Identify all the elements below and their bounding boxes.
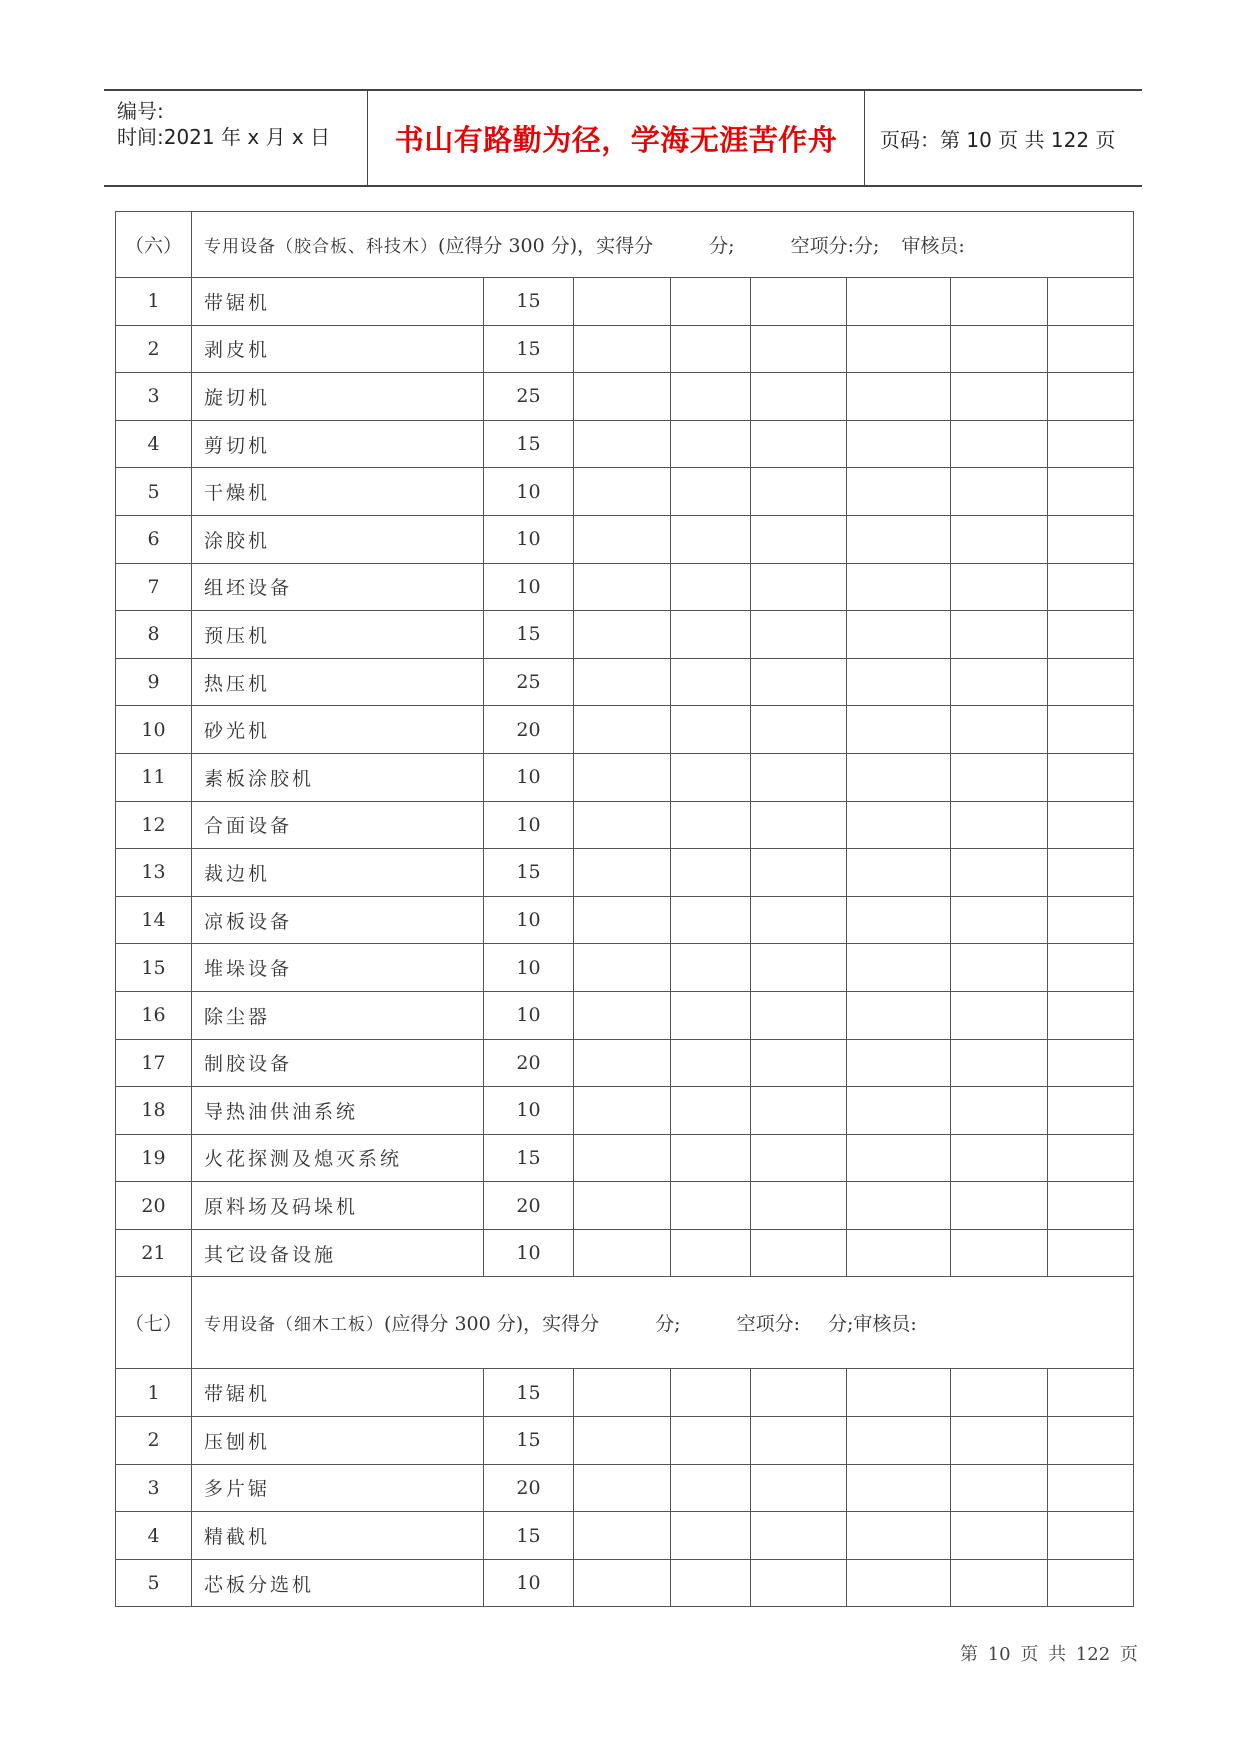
empty-score-cell xyxy=(671,1229,751,1277)
empty-score-cell xyxy=(671,1134,751,1182)
empty-score-cell xyxy=(1048,468,1134,516)
empty-score-cell xyxy=(671,515,751,563)
item-name: 剪切机 xyxy=(192,420,484,468)
empty-score-cell xyxy=(671,563,751,611)
empty-score-cell xyxy=(671,468,751,516)
empty-score-cell xyxy=(671,1464,751,1512)
empty-score-cell xyxy=(751,896,847,944)
table-row xyxy=(116,420,1134,468)
empty-score-cell xyxy=(1048,1464,1134,1512)
item-name: 压刨机 xyxy=(192,1417,484,1465)
item-number: 18 xyxy=(116,1087,192,1135)
empty-score-cell xyxy=(671,896,751,944)
section-empty-fen: 分; xyxy=(827,1313,854,1336)
empty-score-cell xyxy=(574,1512,671,1560)
empty-score-cell xyxy=(847,611,951,659)
item-name: 堆垛设备 xyxy=(192,944,484,992)
empty-score-cell xyxy=(751,611,847,659)
section-header-row xyxy=(116,1277,1134,1369)
empty-score-cell xyxy=(951,944,1048,992)
empty-score-cell xyxy=(1048,753,1134,801)
empty-score-cell xyxy=(951,753,1048,801)
item-points: 10 xyxy=(484,1087,574,1135)
empty-score-cell xyxy=(574,1087,671,1135)
empty-score-cell xyxy=(951,1182,1048,1230)
empty-score-cell xyxy=(751,801,847,849)
empty-score-cell xyxy=(847,1369,951,1417)
empty-score-cell xyxy=(751,849,847,897)
table-row xyxy=(116,515,1134,563)
empty-score-cell xyxy=(951,991,1048,1039)
item-number: 17 xyxy=(116,1039,192,1087)
item-name: 芯板分选机 xyxy=(192,1559,484,1607)
table-row xyxy=(116,1087,1134,1135)
empty-score-cell xyxy=(751,1512,847,1560)
table-row xyxy=(116,849,1134,897)
item-points: 15 xyxy=(484,1512,574,1560)
item-number: 6 xyxy=(116,515,192,563)
item-points: 15 xyxy=(484,420,574,468)
table-row xyxy=(116,1134,1134,1182)
empty-score-cell xyxy=(951,1559,1048,1607)
table-row xyxy=(116,1512,1134,1560)
empty-score-cell xyxy=(751,1369,847,1417)
section-title: 专用设备（细木工板） xyxy=(204,1315,384,1336)
empty-score-cell xyxy=(1048,658,1134,706)
empty-score-cell xyxy=(847,468,951,516)
item-points: 20 xyxy=(484,1039,574,1087)
empty-score-cell xyxy=(951,849,1048,897)
header-motto-cell xyxy=(368,91,865,185)
item-name: 旋切机 xyxy=(192,373,484,421)
table-row xyxy=(116,706,1134,754)
empty-score-cell xyxy=(1048,991,1134,1039)
empty-score-cell xyxy=(1048,325,1134,373)
empty-score-cell xyxy=(1048,1512,1134,1560)
item-points: 15 xyxy=(484,1134,574,1182)
empty-score-cell xyxy=(574,944,671,992)
item-name: 精截机 xyxy=(192,1512,484,1560)
empty-score-cell xyxy=(671,373,751,421)
item-name: 预压机 xyxy=(192,611,484,659)
item-points: 10 xyxy=(484,896,574,944)
empty-score-cell xyxy=(1048,849,1134,897)
item-number: 19 xyxy=(116,1134,192,1182)
empty-score-cell xyxy=(951,1369,1048,1417)
empty-score-cell xyxy=(574,420,671,468)
empty-score-cell xyxy=(951,706,1048,754)
item-number: 13 xyxy=(116,849,192,897)
item-points: 10 xyxy=(484,515,574,563)
empty-score-cell xyxy=(951,896,1048,944)
empty-score-cell xyxy=(847,1417,951,1465)
empty-score-cell xyxy=(574,991,671,1039)
item-name: 剥皮机 xyxy=(192,325,484,373)
empty-score-cell xyxy=(574,278,671,326)
table-row xyxy=(116,278,1134,326)
item-number: 9 xyxy=(116,658,192,706)
item-points: 25 xyxy=(484,373,574,421)
item-points: 15 xyxy=(484,611,574,659)
item-number: 14 xyxy=(116,896,192,944)
table-row xyxy=(116,1559,1134,1607)
item-points: 20 xyxy=(484,1182,574,1230)
section-number: （六） xyxy=(116,212,192,278)
section-fen: 分; xyxy=(655,1313,681,1336)
empty-score-cell xyxy=(751,1182,847,1230)
item-points: 10 xyxy=(484,468,574,516)
item-points: 10 xyxy=(484,991,574,1039)
empty-score-cell xyxy=(847,325,951,373)
table-row xyxy=(116,991,1134,1039)
empty-score-cell xyxy=(671,753,751,801)
empty-score-cell xyxy=(671,325,751,373)
item-name: 火花探测及熄灭系统 xyxy=(192,1134,484,1182)
item-name: 素板涂胶机 xyxy=(192,753,484,801)
empty-score-cell xyxy=(847,1559,951,1607)
item-points: 15 xyxy=(484,1417,574,1465)
item-name: 干燥机 xyxy=(192,468,484,516)
empty-score-cell xyxy=(671,1559,751,1607)
empty-score-cell xyxy=(671,1039,751,1087)
item-number: 4 xyxy=(116,420,192,468)
empty-score-cell xyxy=(751,944,847,992)
empty-score-cell xyxy=(751,325,847,373)
empty-score-cell xyxy=(574,325,671,373)
item-points: 10 xyxy=(484,1559,574,1607)
empty-score-cell xyxy=(751,1087,847,1135)
empty-score-cell xyxy=(847,706,951,754)
section-empty-label: 空项分: xyxy=(790,235,854,257)
item-name: 凉板设备 xyxy=(192,896,484,944)
item-name: 多片锯 xyxy=(192,1464,484,1512)
equipment-score-table xyxy=(115,211,1134,1607)
table-row xyxy=(116,373,1134,421)
empty-score-cell xyxy=(574,1039,671,1087)
table-body xyxy=(116,212,1134,1607)
empty-score-cell xyxy=(1048,896,1134,944)
empty-score-cell xyxy=(751,1134,847,1182)
item-points: 10 xyxy=(484,801,574,849)
empty-score-cell xyxy=(951,515,1048,563)
item-points: 15 xyxy=(484,849,574,897)
item-number: 8 xyxy=(116,611,192,659)
empty-score-cell xyxy=(751,1464,847,1512)
table-row xyxy=(116,658,1134,706)
empty-score-cell xyxy=(847,658,951,706)
empty-score-cell xyxy=(1048,1417,1134,1465)
empty-score-cell xyxy=(671,1369,751,1417)
empty-score-cell xyxy=(951,468,1048,516)
empty-score-cell xyxy=(751,278,847,326)
empty-score-cell xyxy=(751,753,847,801)
item-points: 15 xyxy=(484,278,574,326)
empty-score-cell xyxy=(847,1512,951,1560)
empty-score-cell xyxy=(847,991,951,1039)
empty-score-cell xyxy=(751,1039,847,1087)
item-name: 除尘器 xyxy=(192,991,484,1039)
number-label: 编号: xyxy=(117,99,164,123)
item-number: 5 xyxy=(116,1559,192,1607)
item-number: 15 xyxy=(116,944,192,992)
empty-score-cell xyxy=(951,325,1048,373)
table-row xyxy=(116,1417,1134,1465)
motto-text: 书山有路勤为径，学海无涯苦作舟 xyxy=(394,122,838,157)
empty-score-cell xyxy=(951,373,1048,421)
section-fen: 分; xyxy=(709,235,735,257)
empty-score-cell xyxy=(847,373,951,421)
table-row xyxy=(116,944,1134,992)
empty-score-cell xyxy=(847,801,951,849)
item-points: 20 xyxy=(484,706,574,754)
empty-score-cell xyxy=(1048,801,1134,849)
empty-score-cell xyxy=(1048,373,1134,421)
table-row xyxy=(116,1464,1134,1512)
item-number: 5 xyxy=(116,468,192,516)
item-number: 7 xyxy=(116,563,192,611)
empty-score-cell xyxy=(951,801,1048,849)
table-row xyxy=(116,1182,1134,1230)
empty-score-cell xyxy=(1048,1182,1134,1230)
empty-score-cell xyxy=(574,896,671,944)
empty-score-cell xyxy=(951,1464,1048,1512)
item-number: 3 xyxy=(116,373,192,421)
empty-score-cell xyxy=(847,278,951,326)
empty-score-cell xyxy=(574,801,671,849)
empty-score-cell xyxy=(1048,1229,1134,1277)
item-points: 10 xyxy=(484,563,574,611)
empty-score-cell xyxy=(1048,1369,1134,1417)
empty-score-cell xyxy=(1048,1134,1134,1182)
item-name: 制胶设备 xyxy=(192,1039,484,1087)
empty-score-cell xyxy=(847,1134,951,1182)
empty-score-cell xyxy=(847,896,951,944)
section-empty-label: 空项分: xyxy=(736,1313,800,1336)
empty-score-cell xyxy=(574,849,671,897)
section-description xyxy=(192,212,1134,278)
section-score-note: (应得分 300 分)，实得分 xyxy=(384,1313,600,1336)
empty-score-cell xyxy=(671,706,751,754)
empty-score-cell xyxy=(951,1039,1048,1087)
item-points: 10 xyxy=(484,753,574,801)
empty-score-cell xyxy=(574,753,671,801)
empty-score-cell xyxy=(751,658,847,706)
empty-score-cell xyxy=(951,1229,1048,1277)
empty-score-cell xyxy=(847,1039,951,1087)
empty-score-cell xyxy=(751,1229,847,1277)
empty-score-cell xyxy=(574,706,671,754)
empty-score-cell xyxy=(1048,1087,1134,1135)
item-number: 1 xyxy=(116,278,192,326)
empty-score-cell xyxy=(574,611,671,659)
empty-score-cell xyxy=(951,563,1048,611)
item-number: 16 xyxy=(116,991,192,1039)
section-empty-fen: 分; xyxy=(853,235,880,257)
empty-score-cell xyxy=(1048,1039,1134,1087)
empty-score-cell xyxy=(574,373,671,421)
empty-score-cell xyxy=(1048,944,1134,992)
empty-score-cell xyxy=(671,1182,751,1230)
empty-score-cell xyxy=(847,515,951,563)
empty-score-cell xyxy=(1048,706,1134,754)
empty-score-cell xyxy=(847,944,951,992)
item-name: 砂光机 xyxy=(192,706,484,754)
empty-score-cell xyxy=(671,1087,751,1135)
item-number: 11 xyxy=(116,753,192,801)
empty-score-cell xyxy=(847,1229,951,1277)
empty-score-cell xyxy=(574,1134,671,1182)
item-name: 热压机 xyxy=(192,658,484,706)
item-name: 带锯机 xyxy=(192,278,484,326)
table-row xyxy=(116,896,1134,944)
item-name: 其它设备设施 xyxy=(192,1229,484,1277)
empty-score-cell xyxy=(671,420,751,468)
section-number: （七） xyxy=(116,1277,192,1369)
item-name: 裁边机 xyxy=(192,849,484,897)
empty-score-cell xyxy=(847,1182,951,1230)
empty-score-cell xyxy=(671,849,751,897)
item-number: 2 xyxy=(116,325,192,373)
item-number: 10 xyxy=(116,706,192,754)
empty-score-cell xyxy=(751,706,847,754)
table-row xyxy=(116,1369,1134,1417)
empty-score-cell xyxy=(671,1417,751,1465)
item-number: 20 xyxy=(116,1182,192,1230)
item-name: 导热油供油系统 xyxy=(192,1087,484,1135)
empty-score-cell xyxy=(951,1417,1048,1465)
empty-score-cell xyxy=(951,658,1048,706)
empty-score-cell xyxy=(574,515,671,563)
empty-score-cell xyxy=(574,1417,671,1465)
empty-score-cell xyxy=(951,1512,1048,1560)
table-row xyxy=(116,611,1134,659)
empty-score-cell xyxy=(847,1464,951,1512)
item-number: 21 xyxy=(116,1229,192,1277)
empty-score-cell xyxy=(951,420,1048,468)
empty-score-cell xyxy=(751,1559,847,1607)
empty-score-cell xyxy=(847,849,951,897)
empty-score-cell xyxy=(951,278,1048,326)
empty-score-cell xyxy=(671,944,751,992)
item-name: 涂胶机 xyxy=(192,515,484,563)
document-header xyxy=(104,89,1142,187)
section-title: 专用设备（胶合板、科技木） xyxy=(204,237,438,257)
section-reviewer: 审核员: xyxy=(853,1313,917,1336)
section-score-note: (应得分 300 分)，实得分 xyxy=(438,235,654,257)
page-footer: 第 10 页 共 122 页 xyxy=(960,1644,1138,1665)
empty-score-cell xyxy=(671,658,751,706)
empty-score-cell xyxy=(574,658,671,706)
empty-score-cell xyxy=(574,1229,671,1277)
item-name: 原料场及码垛机 xyxy=(192,1182,484,1230)
section-reviewer: 审核员: xyxy=(901,235,965,257)
empty-score-cell xyxy=(751,515,847,563)
empty-score-cell xyxy=(671,991,751,1039)
empty-score-cell xyxy=(1048,420,1134,468)
item-points: 25 xyxy=(484,658,574,706)
empty-score-cell xyxy=(751,468,847,516)
empty-score-cell xyxy=(751,420,847,468)
empty-score-cell xyxy=(751,373,847,421)
empty-score-cell xyxy=(1048,1559,1134,1607)
item-number: 4 xyxy=(116,1512,192,1560)
section-description xyxy=(192,1277,1134,1369)
section-header-row xyxy=(116,212,1134,278)
empty-score-cell xyxy=(1048,278,1134,326)
header-meta xyxy=(104,91,368,185)
empty-score-cell xyxy=(574,1182,671,1230)
empty-score-cell xyxy=(847,753,951,801)
empty-score-cell xyxy=(574,563,671,611)
item-points: 20 xyxy=(484,1464,574,1512)
empty-score-cell xyxy=(671,611,751,659)
page-code: 页码：第 10 页 共 122 页 xyxy=(880,127,1116,152)
empty-score-cell xyxy=(671,278,751,326)
empty-score-cell xyxy=(574,1559,671,1607)
item-number: 2 xyxy=(116,1417,192,1465)
time-label: 时间:2021 年 x 月 x 日 xyxy=(117,125,331,149)
item-number: 3 xyxy=(116,1464,192,1512)
table-row xyxy=(116,1039,1134,1087)
item-points: 10 xyxy=(484,944,574,992)
empty-score-cell xyxy=(751,563,847,611)
empty-score-cell xyxy=(1048,611,1134,659)
empty-score-cell xyxy=(951,611,1048,659)
table-row xyxy=(116,325,1134,373)
table-row xyxy=(116,563,1134,611)
item-name: 组坯设备 xyxy=(192,563,484,611)
empty-score-cell xyxy=(574,1464,671,1512)
table-row xyxy=(116,753,1134,801)
item-points: 15 xyxy=(484,1369,574,1417)
table-row xyxy=(116,468,1134,516)
empty-score-cell xyxy=(847,420,951,468)
empty-score-cell xyxy=(574,1369,671,1417)
empty-score-cell xyxy=(574,468,671,516)
empty-score-cell xyxy=(951,1134,1048,1182)
item-points: 10 xyxy=(484,1229,574,1277)
item-name: 合面设备 xyxy=(192,801,484,849)
empty-score-cell xyxy=(671,801,751,849)
table-row xyxy=(116,1229,1134,1277)
table-row xyxy=(116,801,1134,849)
empty-score-cell xyxy=(1048,515,1134,563)
item-number: 1 xyxy=(116,1369,192,1417)
empty-score-cell xyxy=(751,1417,847,1465)
empty-score-cell xyxy=(847,563,951,611)
item-number: 12 xyxy=(116,801,192,849)
item-name: 带锯机 xyxy=(192,1369,484,1417)
empty-score-cell xyxy=(671,1512,751,1560)
empty-score-cell xyxy=(1048,563,1134,611)
empty-score-cell xyxy=(847,1087,951,1135)
item-points: 15 xyxy=(484,325,574,373)
empty-score-cell xyxy=(751,991,847,1039)
empty-score-cell xyxy=(951,1087,1048,1135)
